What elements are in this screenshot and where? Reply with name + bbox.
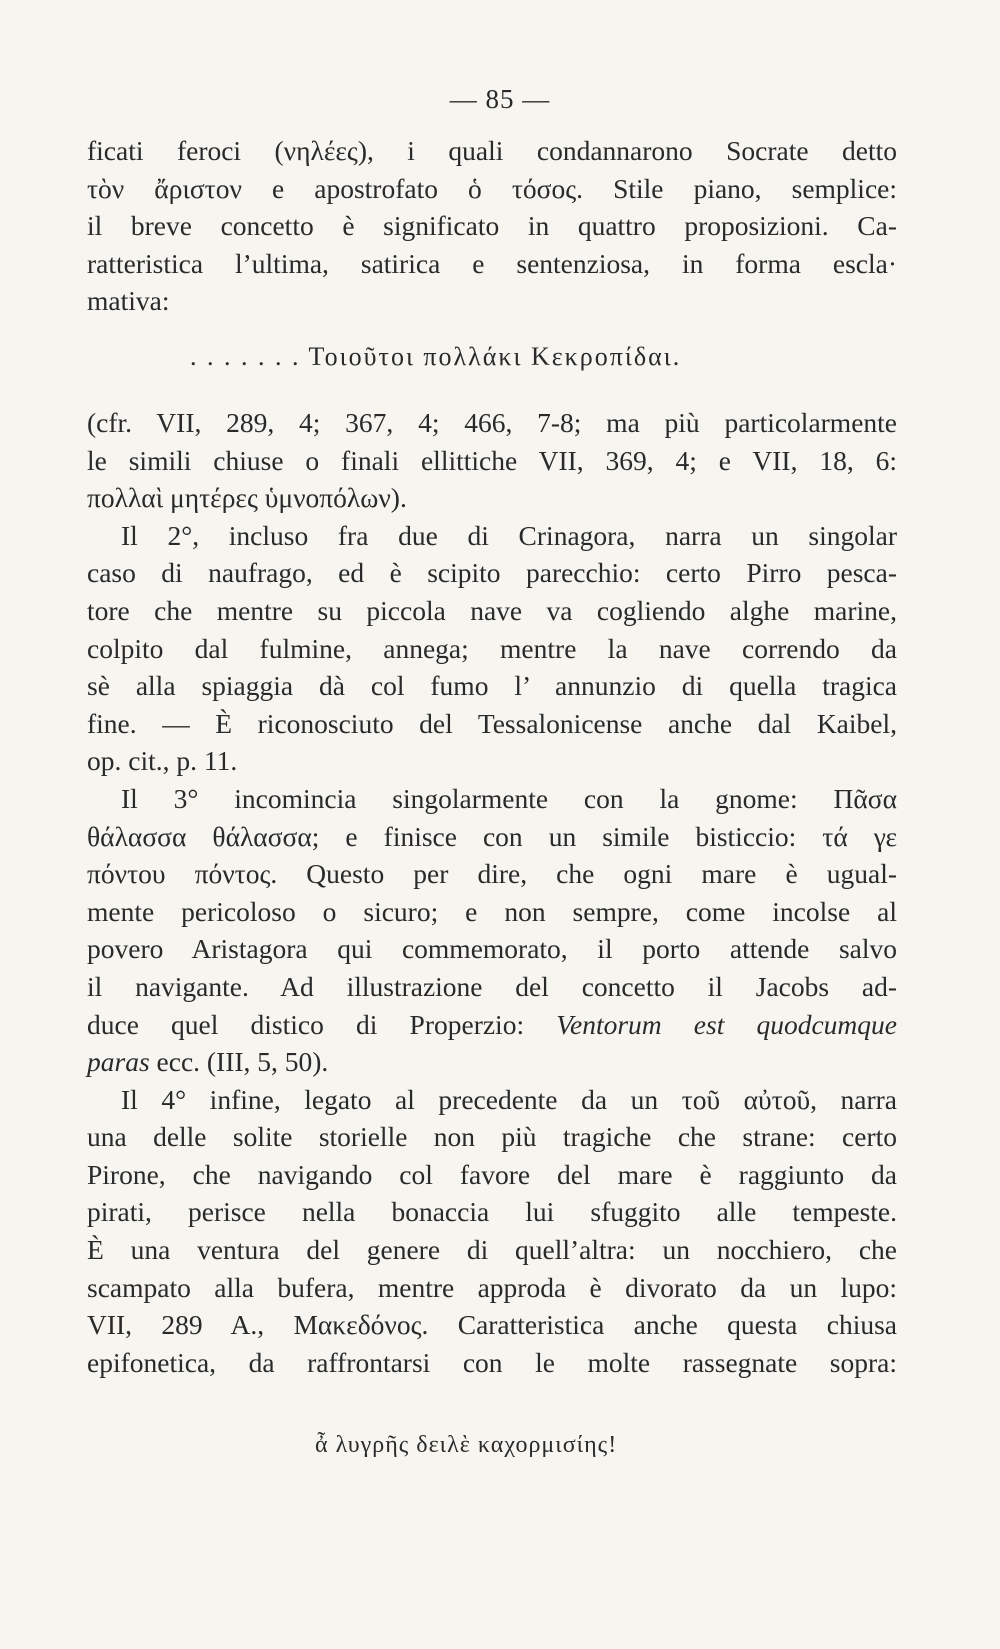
text-line: scampato alla bufera, mentre approda è divorato da un lupo: (87, 1271, 897, 1303)
text-line: pirati, perisce nella bonaccia lui sfuggito alle tempeste. (87, 1196, 897, 1228)
text-line: sè alla spiaggia dà col fumo l’ annunzio di quella tragica (87, 670, 897, 702)
text-line: tore che mentre su piccola nave va cogliendo alghe marine, (87, 594, 897, 626)
text-line: È una ventura del genere di quell’altra: un nocchiero, che (87, 1234, 897, 1266)
text-line: ratteristica l’ultima, satirica e sentenziosa, in forma escla· (87, 247, 897, 279)
text-line: ficati feroci (νηλέες), i quali condannarono Socrate detto (87, 135, 897, 166)
text-line: il navigante. Ad illustrazione del concetto il Jacobs ad- (87, 970, 897, 1002)
paragraph-start-line: Il 4° infine, legato al precedente da un τοῦ αὐτοῦ, narra (121, 1083, 897, 1115)
text-line: mente pericoloso o sicuro; e non sempre, come incolse al (87, 895, 897, 927)
text-line: mativa: (87, 285, 170, 317)
paragraph-start-line: Il 3° incomincia singolarmente con la gnome: Πᾶσα (121, 782, 897, 814)
text-line: op. cit., p. 11. (87, 745, 238, 777)
text-block-main (87, 404, 897, 1381)
text-line: le simili chiuse o finali ellittiche VII, 369, 4; e VII, 18, 6: (87, 444, 897, 476)
text-line: il breve concetto è significato in quattro proposizioni. Ca- (87, 210, 897, 242)
text-line: colpito dal fulmine, annega; mentre la nave correndo da (87, 632, 897, 664)
text-line: Pirone, che navigando col favore del mare è raggiunto da (87, 1158, 897, 1190)
text-line: τὸν ἄριστον e apostrofato ὁ τόσος. Stile piano, semplice: (87, 172, 897, 204)
text-line: povero Aristagora qui commemorato, il porto attende salvo (87, 933, 897, 965)
text-block-top (87, 132, 897, 320)
text-line: epifonetica, da raffrontarsi con le molte rassegnate sopra: (87, 1346, 897, 1378)
text-line: fine. — È riconosciuto del Tessalonicense anche dal Kaibel, (87, 707, 897, 739)
text-line: (cfr. VII, 289, 4; 367, 4; 466, 7-8; ma più particolarmente (87, 407, 897, 438)
text-line: πολλαὶ μητέρες ὑμνοπόλων). (87, 482, 407, 514)
greek-verse-quote: . . . . . . . Τοιοῦτοι πολλάκι Κεκροπίδαι. (190, 342, 682, 371)
text-line: una delle solite storielle non più tragiche che strane: certo (87, 1121, 897, 1153)
text-line: paras ecc. (III, 5, 50). (87, 1046, 329, 1078)
greek-verse-closing: ἆ λυγρῆς δειλὲ καχορμισίης! (315, 1432, 618, 1458)
text-line-italic: duce quel distico di Properzio: Ventorum est quodcumque (87, 1008, 897, 1040)
text-line: πόντου πόντος. Questo per dire, che ogni mare è ugual- (87, 858, 897, 890)
text-line: VII, 289 A., Μακεδόνος. Caratteristica anche questa chiusa (87, 1309, 897, 1341)
text-line: θάλασσα θάλασσα; e finisce con un simile bisticcio: τά γε (87, 820, 897, 852)
text-line: caso di naufrago, ed è scipito parecchio: certo Pirro pesca- (87, 557, 897, 589)
paragraph-start-line: Il 2°, incluso fra due di Crinagora, narra un singolar (121, 519, 897, 551)
page-number: — 85 — (449, 84, 551, 114)
